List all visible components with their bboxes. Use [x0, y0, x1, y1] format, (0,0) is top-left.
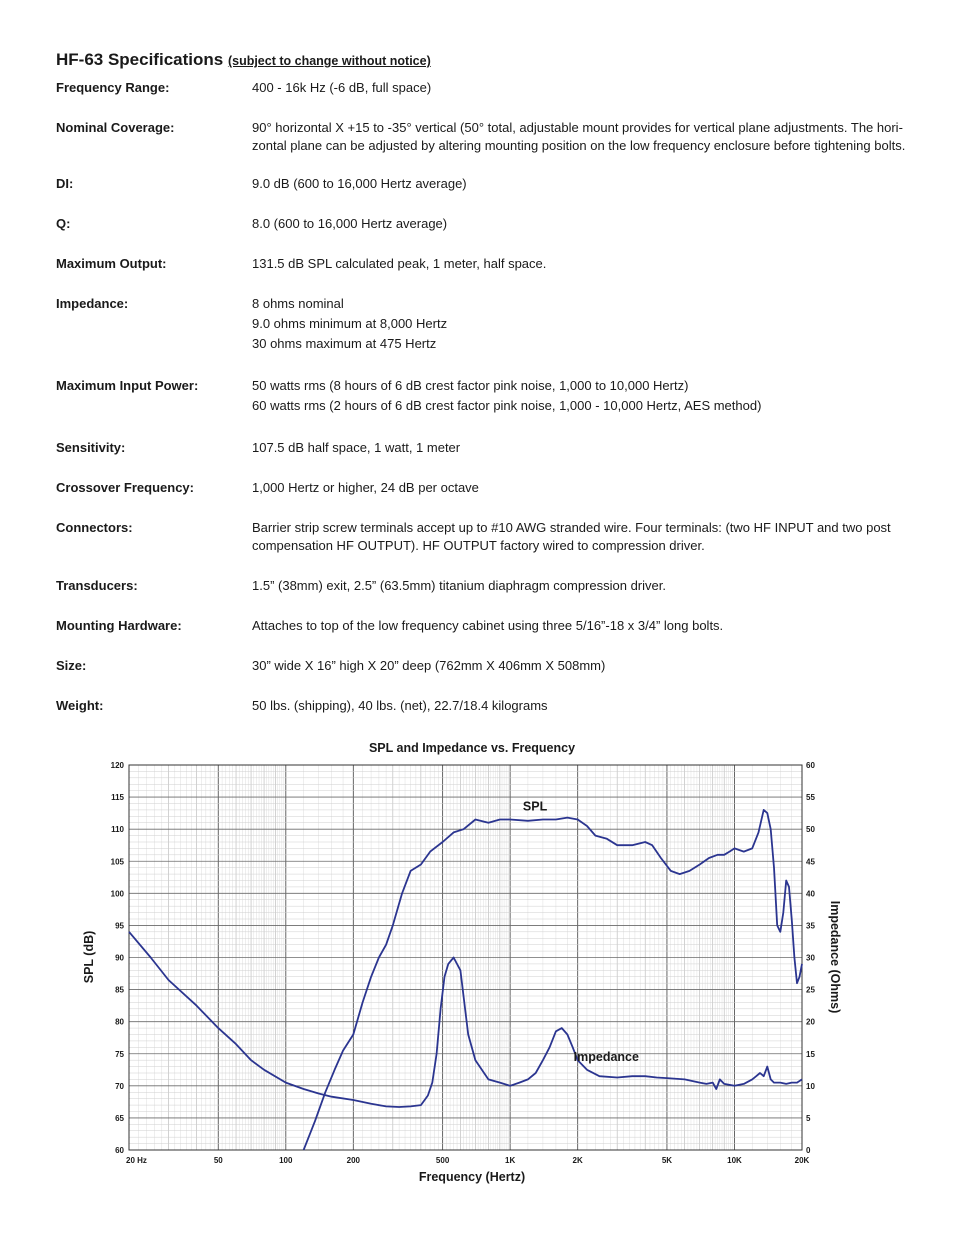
y2-tick-label: 10	[806, 1081, 815, 1091]
y-tick-label: 105	[110, 857, 124, 867]
spec-label: Size:	[56, 658, 87, 673]
chart-title: SPL and Impedance vs. Frequency	[368, 741, 576, 755]
y2-tick-label: 35	[806, 921, 815, 931]
spec-value-line: 9.0 ohms minimum at 8,000 Hertz	[252, 316, 448, 331]
spec-label: Maximum Input Power:	[56, 378, 199, 393]
chart-y2-axis-label: Impedance (Ohms)	[828, 900, 842, 1014]
y-tick-label: 115	[111, 793, 124, 803]
spec-label: DI:	[56, 176, 74, 191]
spec-value-line: 1,000 Hertz or higher, 24 dB per octave	[252, 480, 479, 495]
y2-tick-label: 50	[806, 825, 815, 835]
spec-value-line: 30” wide X 16” high X 20” deep (762mm X 406mm X 508mm)	[252, 658, 606, 673]
y2-tick-label: 20	[806, 1017, 815, 1027]
spec-value-line: 131.5 dB SPL calculated peak, 1 meter, half space.	[252, 256, 547, 271]
spec-value-line: 50 watts rms (8 hours of 6 dB crest factor pink noise, 1,000 to 10,000 Hertz)	[252, 378, 689, 393]
y-tick-label: 85	[115, 985, 124, 995]
y-tick-label: 90	[115, 953, 124, 963]
y2-tick-label: 30	[806, 953, 815, 963]
series-line-impedance	[129, 932, 802, 1107]
spec-label: Sensitivity:	[56, 440, 126, 455]
page-title-main: HF-63 Specifications	[56, 50, 224, 69]
spec-value-line: 8 ohms nominal	[252, 296, 344, 311]
spec-value-line: zontal plane can be adjusted by altering mounting position on the low frequency enclosure before tightening bolts.	[252, 138, 906, 153]
y2-tick-label: 5	[806, 1113, 811, 1123]
spec-label: Q:	[56, 216, 71, 231]
spec-value-line: 1.5” (38mm) exit, 2.5” (63.5mm) titanium diaphragm compression driver.	[252, 578, 666, 593]
spec-value-line: compensation HF OUTPUT). HF OUTPUT factory wired to compression driver.	[252, 538, 705, 553]
spec-label: Transducers:	[56, 578, 138, 593]
spec-value-line: 400 - 16k Hz (-6 dB, full space)	[252, 80, 432, 95]
spec-label: Impedance:	[56, 296, 129, 311]
x-tick-label: 500	[435, 1156, 450, 1165]
chart-ticks	[111, 761, 816, 1165]
spec-label: Nominal Coverage:	[56, 120, 175, 135]
x-tick-label: 50	[213, 1156, 223, 1165]
x-tick-label: 2K	[572, 1156, 583, 1165]
spec-value-line: 50 lbs. (shipping), 40 lbs. (net), 22.7/18.4 kilograms	[252, 698, 548, 713]
x-tick-label: 1K	[505, 1156, 516, 1165]
y-tick-label: 100	[110, 889, 124, 899]
spec-value-line: 8.0 (600 to 16,000 Hertz average)	[252, 216, 448, 231]
spec-label: Crossover Frequency:	[56, 480, 194, 495]
spec-value-line: Barrier strip screw terminals accept up to #10 AWG stranded wire. Four terminals: (two HF INPUT and two post	[252, 520, 891, 535]
spec-value-line: 9.0 dB (600 to 16,000 Hertz average)	[252, 176, 467, 191]
chart-x-axis-label: Frequency (Hertz)	[418, 1170, 526, 1184]
x-tick-label: 200	[346, 1156, 361, 1165]
spec-value-line: Attaches to top of the low frequency cabinet using three 5/16”-18 x 3/4” long bolts.	[252, 618, 724, 633]
y-tick-label: 80	[115, 1017, 124, 1027]
spec-label: Frequency Range:	[56, 80, 170, 95]
x-tick-label: 20K	[794, 1156, 810, 1165]
y-tick-label: 110	[111, 825, 124, 835]
spec-value-line: 90° horizontal X +15 to -35° vertical (50° total, adjustable mount provides for vertical plane adjustments. The hori-	[252, 120, 903, 135]
x-tick-label: 10K	[727, 1156, 742, 1165]
x-tick-label: 5K	[661, 1156, 673, 1165]
series-annotation: SPL	[522, 799, 548, 814]
spec-label: Mounting Hardware:	[56, 618, 182, 633]
y-tick-label: 95	[115, 921, 124, 931]
page-title-subtitle: (subject to change without notice)	[227, 54, 431, 68]
y-tick-label: 65	[115, 1113, 124, 1123]
y2-tick-label: 0	[806, 1146, 811, 1155]
series-annotation: Impedance	[573, 1049, 639, 1064]
y-tick-label: 75	[115, 1049, 124, 1059]
y2-tick-label: 60	[806, 761, 815, 770]
x-tick-label: 20 Hz	[126, 1156, 147, 1165]
y2-tick-label: 40	[806, 889, 815, 899]
y-tick-label: 70	[115, 1081, 124, 1091]
y2-tick-label: 45	[806, 857, 815, 867]
y2-tick-label: 15	[806, 1049, 815, 1059]
y2-tick-label: 25	[806, 985, 815, 995]
spec-value-line: 60 watts rms (2 hours of 6 dB crest factor pink noise, 1,000 - 10,000 Hertz, AES method)	[252, 398, 762, 413]
y2-tick-label: 55	[806, 793, 815, 803]
chart-y-axis-label: SPL (dB)	[82, 930, 96, 984]
spec-label: Connectors:	[56, 520, 133, 535]
spec-value-line: 107.5 dB half space, 1 watt, 1 meter	[252, 440, 461, 455]
y-tick-label: 60	[115, 1146, 124, 1155]
spec-label: Maximum Output:	[56, 256, 167, 271]
chart-grid	[129, 765, 802, 1150]
y-tick-label: 120	[110, 761, 124, 770]
chart-series	[129, 800, 802, 1150]
spec-value-line: 30 ohms maximum at 475 Hertz	[252, 336, 437, 351]
spec-label: Weight:	[56, 698, 104, 713]
x-tick-label: 100	[279, 1156, 293, 1165]
